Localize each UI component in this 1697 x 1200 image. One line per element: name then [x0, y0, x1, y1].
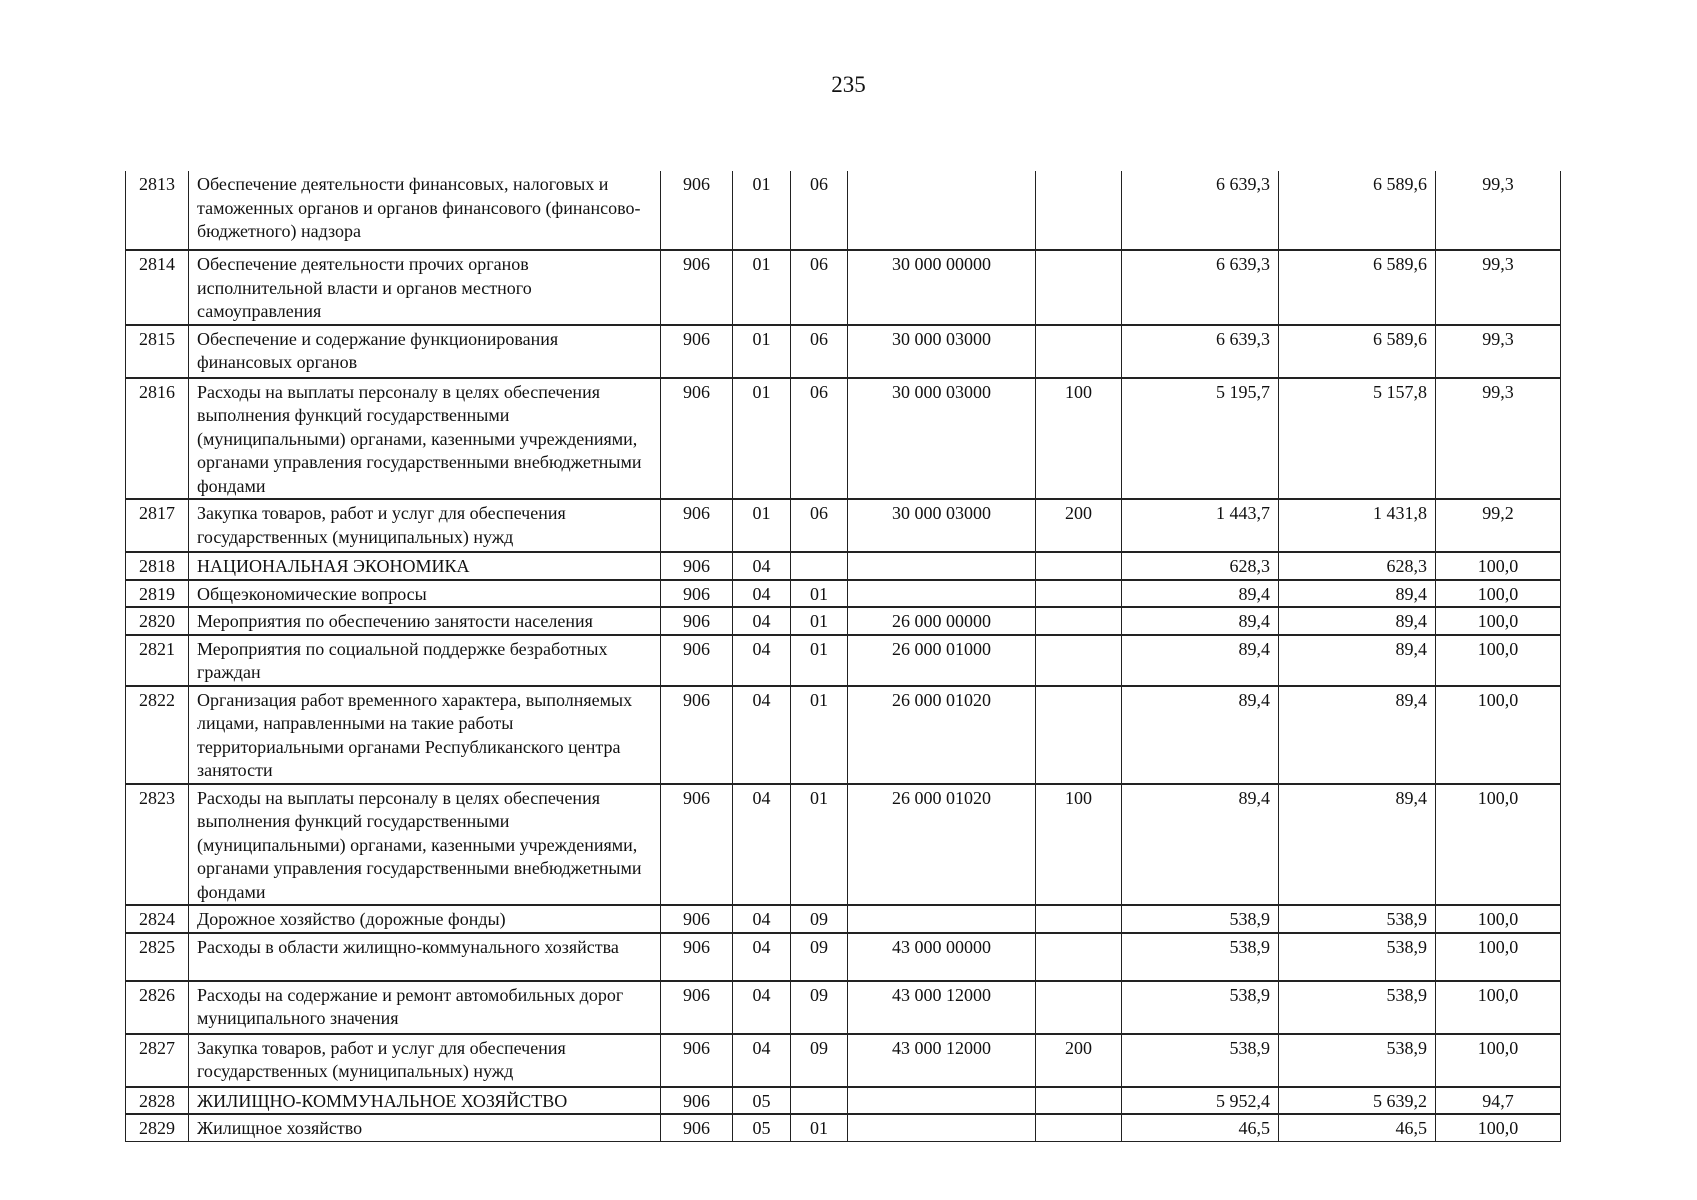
execution-percent-cell: 100,0: [1436, 981, 1561, 1034]
ministry-code-cell: 906: [661, 171, 733, 250]
subsection-code-cell: 06: [791, 378, 848, 500]
expense-type-code-cell: 100: [1036, 378, 1122, 500]
execution-percent-cell: 99,2: [1436, 499, 1561, 552]
expense-type-code-cell: [1036, 250, 1122, 325]
section-code-cell: 05: [733, 1087, 791, 1115]
expense-type-code-cell: [1036, 325, 1122, 378]
row-number-cell: 2814: [126, 250, 189, 325]
expense-type-code-cell: [1036, 580, 1122, 608]
expense-name-cell: Обеспечение деятельности прочих органов исполнительной власти и органов местного самоуправления: [189, 250, 661, 325]
execution-percent-cell: 99,3: [1436, 171, 1561, 250]
planned-amount-cell: 89,4: [1122, 784, 1279, 906]
expense-name-cell: Расходы на выплаты персоналу в целях обеспечения выполнения функций государственными (муниципальными) органами, казенными учреждениями, органами управления государственными внебюджетными фондами: [189, 784, 661, 906]
planned-amount-cell: 6 639,3: [1122, 250, 1279, 325]
row-number-cell: 2816: [126, 378, 189, 500]
target-article-code-cell: [848, 552, 1036, 580]
expense-name-cell: Мероприятия по обеспечению занятости населения: [189, 607, 661, 635]
row-number-cell: 2815: [126, 325, 189, 378]
row-number-cell: 2821: [126, 635, 189, 686]
planned-amount-cell: 89,4: [1122, 635, 1279, 686]
expense-type-code-cell: [1036, 635, 1122, 686]
execution-percent-cell: 100,0: [1436, 607, 1561, 635]
expense-type-code-cell: [1036, 607, 1122, 635]
planned-amount-cell: 538,9: [1122, 981, 1279, 1034]
ministry-code-cell: 906: [661, 607, 733, 635]
row-number-cell: 2827: [126, 1034, 189, 1087]
row-number-cell: 2826: [126, 981, 189, 1034]
expense-type-code-cell: [1036, 981, 1122, 1034]
subsection-code-cell: 06: [791, 250, 848, 325]
planned-amount-cell: 46,5: [1122, 1114, 1279, 1141]
ministry-code-cell: 906: [661, 552, 733, 580]
section-code-cell: 01: [733, 250, 791, 325]
target-article-code-cell: 26 000 01020: [848, 784, 1036, 906]
ministry-code-cell: 906: [661, 250, 733, 325]
expense-type-code-cell: [1036, 905, 1122, 933]
table-row: [126, 635, 1561, 686]
actual-amount-cell: 538,9: [1279, 1034, 1436, 1087]
target-article-code-cell: 30 000 03000: [848, 325, 1036, 378]
table-body: [126, 171, 1561, 1141]
ministry-code-cell: 906: [661, 905, 733, 933]
target-article-code-cell: 26 000 01000: [848, 635, 1036, 686]
ministry-code-cell: 906: [661, 1087, 733, 1115]
ministry-code-cell: 906: [661, 325, 733, 378]
planned-amount-cell: 538,9: [1122, 1034, 1279, 1087]
execution-percent-cell: 100,0: [1436, 552, 1561, 580]
section-code-cell: 04: [733, 580, 791, 608]
subsection-code-cell: [791, 1087, 848, 1115]
target-article-code-cell: 30 000 03000: [848, 378, 1036, 500]
ministry-code-cell: 906: [661, 933, 733, 981]
target-article-code-cell: 26 000 01020: [848, 686, 1036, 784]
expense-type-code-cell: [1036, 686, 1122, 784]
expense-name-cell: ЖИЛИЩНО-КОММУНАЛЬНОЕ ХОЗЯЙСТВО: [189, 1087, 661, 1115]
section-code-cell: 01: [733, 171, 791, 250]
section-code-cell: 04: [733, 784, 791, 906]
table-row: [126, 933, 1561, 981]
expense-name-cell: Дорожное хозяйство (дорожные фонды): [189, 905, 661, 933]
subsection-code-cell: 01: [791, 686, 848, 784]
row-number-cell: 2822: [126, 686, 189, 784]
ministry-code-cell: 906: [661, 686, 733, 784]
execution-percent-cell: 94,7: [1436, 1087, 1561, 1115]
expense-type-code-cell: [1036, 1114, 1122, 1141]
row-number-cell: 2823: [126, 784, 189, 906]
actual-amount-cell: 538,9: [1279, 981, 1436, 1034]
subsection-code-cell: 09: [791, 905, 848, 933]
planned-amount-cell: 89,4: [1122, 686, 1279, 784]
actual-amount-cell: 89,4: [1279, 686, 1436, 784]
execution-percent-cell: 100,0: [1436, 784, 1561, 906]
planned-amount-cell: 538,9: [1122, 933, 1279, 981]
table-row: [126, 981, 1561, 1034]
actual-amount-cell: 5 639,2: [1279, 1087, 1436, 1115]
table-row: [126, 552, 1561, 580]
ministry-code-cell: 906: [661, 635, 733, 686]
actual-amount-cell: 89,4: [1279, 784, 1436, 906]
expense-type-code-cell: [1036, 171, 1122, 250]
target-article-code-cell: 43 000 12000: [848, 1034, 1036, 1087]
row-number-cell: 2820: [126, 607, 189, 635]
section-code-cell: 04: [733, 552, 791, 580]
subsection-code-cell: 01: [791, 784, 848, 906]
row-number-cell: 2819: [126, 580, 189, 608]
row-number-cell: 2829: [126, 1114, 189, 1141]
actual-amount-cell: 6 589,6: [1279, 325, 1436, 378]
target-article-code-cell: [848, 580, 1036, 608]
table-row: [126, 905, 1561, 933]
subsection-code-cell: 01: [791, 580, 848, 608]
section-code-cell: 04: [733, 981, 791, 1034]
expense-name-cell: НАЦИОНАЛЬНАЯ ЭКОНОМИКА: [189, 552, 661, 580]
target-article-code-cell: 43 000 00000: [848, 933, 1036, 981]
expense-name-cell: Закупка товаров, работ и услуг для обеспечения государственных (муниципальных) нужд: [189, 1034, 661, 1087]
section-code-cell: 05: [733, 1114, 791, 1141]
table-row: [126, 784, 1561, 906]
ministry-code-cell: 906: [661, 1114, 733, 1141]
row-number-cell: 2818: [126, 552, 189, 580]
execution-percent-cell: 100,0: [1436, 635, 1561, 686]
subsection-code-cell: 01: [791, 607, 848, 635]
table-row: [126, 171, 1561, 250]
expense-name-cell: Общеэкономические вопросы: [189, 580, 661, 608]
actual-amount-cell: 89,4: [1279, 607, 1436, 635]
actual-amount-cell: 538,9: [1279, 933, 1436, 981]
expense-name-cell: Мероприятия по социальной поддержке безработных граждан: [189, 635, 661, 686]
budget-table: [125, 171, 1561, 1142]
planned-amount-cell: 89,4: [1122, 580, 1279, 608]
expense-name-cell: Обеспечение и содержание функционирования финансовых органов: [189, 325, 661, 378]
execution-percent-cell: 100,0: [1436, 933, 1561, 981]
row-number-cell: 2813: [126, 171, 189, 250]
expense-name-cell: Закупка товаров, работ и услуг для обеспечения государственных (муниципальных) нужд: [189, 499, 661, 552]
row-number-cell: 2828: [126, 1087, 189, 1115]
planned-amount-cell: 538,9: [1122, 905, 1279, 933]
planned-amount-cell: 1 443,7: [1122, 499, 1279, 552]
table-row: [126, 580, 1561, 608]
planned-amount-cell: 6 639,3: [1122, 171, 1279, 250]
expense-name-cell: Расходы на выплаты персоналу в целях обеспечения выполнения функций государственными (муниципальными) органами, казенными учреждениями, органами управления государственными внебюджетными фондами: [189, 378, 661, 500]
target-article-code-cell: 43 000 12000: [848, 981, 1036, 1034]
execution-percent-cell: 99,3: [1436, 250, 1561, 325]
subsection-code-cell: 01: [791, 635, 848, 686]
section-code-cell: 04: [733, 905, 791, 933]
subsection-code-cell: 01: [791, 1114, 848, 1141]
section-code-cell: 01: [733, 325, 791, 378]
planned-amount-cell: 6 639,3: [1122, 325, 1279, 378]
section-code-cell: 01: [733, 378, 791, 500]
actual-amount-cell: 1 431,8: [1279, 499, 1436, 552]
ministry-code-cell: 906: [661, 580, 733, 608]
ministry-code-cell: 906: [661, 378, 733, 500]
expense-type-code-cell: [1036, 552, 1122, 580]
execution-percent-cell: 100,0: [1436, 1034, 1561, 1087]
planned-amount-cell: 5 195,7: [1122, 378, 1279, 500]
row-number-cell: 2825: [126, 933, 189, 981]
page-number: 235: [831, 72, 866, 97]
execution-percent-cell: 100,0: [1436, 686, 1561, 784]
section-code-cell: 04: [733, 607, 791, 635]
section-code-cell: 04: [733, 686, 791, 784]
table-row: [126, 250, 1561, 325]
expense-name-cell: Расходы в области жилищно-коммунального хозяйства: [189, 933, 661, 981]
table-row: [126, 378, 1561, 500]
expense-type-code-cell: 100: [1036, 784, 1122, 906]
table-row: [126, 1087, 1561, 1115]
subsection-code-cell: 09: [791, 933, 848, 981]
subsection-code-cell: 06: [791, 171, 848, 250]
actual-amount-cell: 46,5: [1279, 1114, 1436, 1141]
actual-amount-cell: 89,4: [1279, 635, 1436, 686]
target-article-code-cell: [848, 171, 1036, 250]
target-article-code-cell: [848, 1114, 1036, 1141]
planned-amount-cell: 628,3: [1122, 552, 1279, 580]
row-number-cell: 2824: [126, 905, 189, 933]
expense-name-cell: Расходы на содержание и ремонт автомобильных дорог муниципального значения: [189, 981, 661, 1034]
expense-type-code-cell: [1036, 933, 1122, 981]
expense-name-cell: Организация работ временного характера, выполняемых лицами, направленными на такие работы территориальными органами Республиканского центра занятости: [189, 686, 661, 784]
target-article-code-cell: 30 000 00000: [848, 250, 1036, 325]
subsection-code-cell: [791, 552, 848, 580]
execution-percent-cell: 100,0: [1436, 580, 1561, 608]
execution-percent-cell: 100,0: [1436, 1114, 1561, 1141]
table-row: [126, 607, 1561, 635]
expense-type-code-cell: 200: [1036, 1034, 1122, 1087]
table-row: [126, 686, 1561, 784]
target-article-code-cell: [848, 905, 1036, 933]
ministry-code-cell: 906: [661, 784, 733, 906]
ministry-code-cell: 906: [661, 499, 733, 552]
actual-amount-cell: 5 157,8: [1279, 378, 1436, 500]
table-row: [126, 325, 1561, 378]
row-number-cell: 2817: [126, 499, 189, 552]
ministry-code-cell: 906: [661, 1034, 733, 1087]
ministry-code-cell: 906: [661, 981, 733, 1034]
subsection-code-cell: 06: [791, 325, 848, 378]
subsection-code-cell: 09: [791, 981, 848, 1034]
table-row: [126, 1034, 1561, 1087]
section-code-cell: 01: [733, 499, 791, 552]
expense-type-code-cell: 200: [1036, 499, 1122, 552]
table-row: [126, 1114, 1561, 1141]
target-article-code-cell: 26 000 00000: [848, 607, 1036, 635]
expense-type-code-cell: [1036, 1087, 1122, 1115]
subsection-code-cell: 06: [791, 499, 848, 552]
planned-amount-cell: 5 952,4: [1122, 1087, 1279, 1115]
actual-amount-cell: 6 589,6: [1279, 171, 1436, 250]
execution-percent-cell: 99,3: [1436, 325, 1561, 378]
table-row: [126, 499, 1561, 552]
target-article-code-cell: [848, 1087, 1036, 1115]
section-code-cell: 04: [733, 933, 791, 981]
actual-amount-cell: 538,9: [1279, 905, 1436, 933]
execution-percent-cell: 100,0: [1436, 905, 1561, 933]
actual-amount-cell: 628,3: [1279, 552, 1436, 580]
section-code-cell: 04: [733, 635, 791, 686]
expense-name-cell: Жилищное хозяйство: [189, 1114, 661, 1141]
actual-amount-cell: 6 589,6: [1279, 250, 1436, 325]
actual-amount-cell: 89,4: [1279, 580, 1436, 608]
planned-amount-cell: 89,4: [1122, 607, 1279, 635]
execution-percent-cell: 99,3: [1436, 378, 1561, 500]
section-code-cell: 04: [733, 1034, 791, 1087]
target-article-code-cell: 30 000 03000: [848, 499, 1036, 552]
subsection-code-cell: 09: [791, 1034, 848, 1087]
expense-name-cell: Обеспечение деятельности финансовых, налоговых и таможенных органов и органов финансового (финансово-бюджетного) надзора: [189, 171, 661, 250]
